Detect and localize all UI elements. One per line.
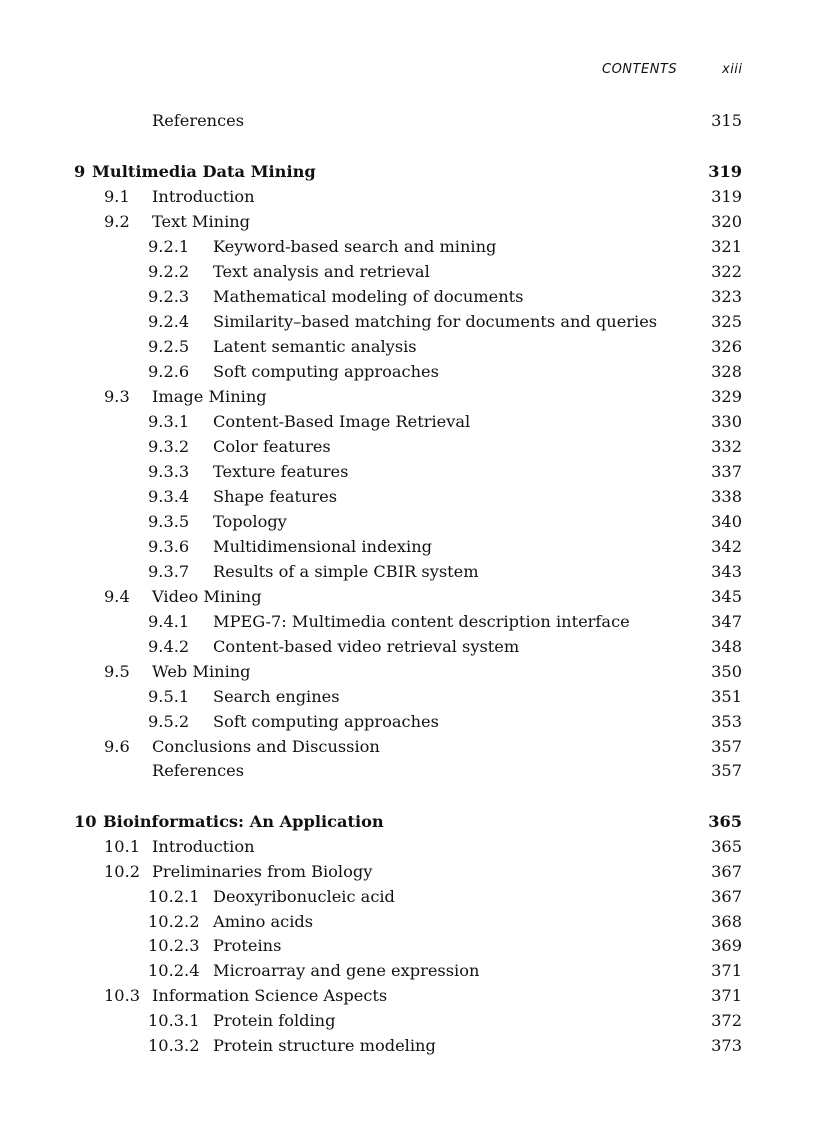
toc-subsection-entry xyxy=(0,361,816,383)
page-number: xiii xyxy=(722,62,743,77)
toc-subsection-entry xyxy=(0,636,816,658)
entry-number: 9.4 xyxy=(104,587,130,606)
entry-number: 9.5 xyxy=(104,662,130,681)
entry-page-number: 368 xyxy=(711,912,742,931)
entry-number: 10.3.2 xyxy=(148,1036,200,1055)
entry-page-number: 357 xyxy=(711,737,742,756)
entry-page-number: 365 xyxy=(711,837,742,856)
toc-section-entry xyxy=(0,836,816,858)
entry-page-number: 330 xyxy=(711,412,742,431)
entry-number: 9.3.6 xyxy=(148,537,190,556)
toc-subsection-entry xyxy=(0,436,816,458)
entry-title: Proteins xyxy=(213,936,282,955)
entry-title: Conclusions and Discussion xyxy=(152,737,380,756)
entry-page-number: 350 xyxy=(711,662,742,681)
entry-title: Multidimensional indexing xyxy=(213,537,433,556)
entry-title: Protein structure modeling xyxy=(213,1036,436,1055)
entry-number: 9.3.2 xyxy=(148,437,190,456)
entry-title: Results of a simple CBIR system xyxy=(213,562,479,581)
entry-page-number: 329 xyxy=(711,387,742,406)
toc-section-entry xyxy=(0,661,816,683)
entry-title: Shape features xyxy=(213,487,338,506)
toc-subsection-entry xyxy=(0,711,816,733)
entry-number: 9.3 xyxy=(104,387,130,406)
toc-section-entry xyxy=(0,386,816,408)
entry-page-number: 319 xyxy=(711,187,742,206)
entry-page-number: 325 xyxy=(711,312,742,331)
toc-section-entry xyxy=(0,586,816,608)
entry-title: Latent semantic analysis xyxy=(213,337,417,356)
entry-page-number: 373 xyxy=(711,1036,742,1055)
toc-subsection-entry xyxy=(0,960,816,982)
entry-number: 10.3 xyxy=(104,986,141,1005)
toc-subsection-entry xyxy=(0,511,816,533)
toc-section-entry xyxy=(0,186,816,208)
entry-title: Multimedia Data Mining xyxy=(92,162,316,181)
entry-title: Mathematical modeling of documents xyxy=(213,287,524,306)
entry-title: Microarray and gene expression xyxy=(213,961,480,980)
entry-title: References xyxy=(152,761,245,780)
entry-title: Content-Based Image Retrieval xyxy=(213,412,471,431)
entry-title: Content-based video retrieval system xyxy=(213,637,520,656)
entry-number: 9.4.2 xyxy=(148,637,190,656)
entry-page-number: 365 xyxy=(708,812,742,831)
toc-section-entry xyxy=(0,985,816,1007)
toc-subsection-entry xyxy=(0,486,816,508)
toc-subsection-entry xyxy=(0,911,816,933)
entry-page-number: 326 xyxy=(711,337,742,356)
entry-number: 9.2.6 xyxy=(148,362,190,381)
entry-title: Introduction xyxy=(152,187,255,206)
entry-page-number: 367 xyxy=(711,862,742,881)
entry-page-number: 338 xyxy=(711,487,742,506)
entry-title: Soft computing approaches xyxy=(213,712,439,731)
entry-page-number: 353 xyxy=(711,712,742,731)
entry-page-number: 321 xyxy=(711,237,742,256)
entry-title: Similarity–based matching for documents and queries xyxy=(213,312,658,331)
entry-number: 10 xyxy=(74,812,97,831)
entry-title: Text analysis and retrieval xyxy=(213,262,430,281)
toc-references-entry xyxy=(0,110,816,132)
entry-page-number: 343 xyxy=(711,562,742,581)
toc-section-entry xyxy=(0,211,816,233)
entry-number: 9.3.3 xyxy=(148,462,190,481)
toc-subsection-entry xyxy=(0,411,816,433)
entry-page-number: 315 xyxy=(711,111,742,130)
entry-number: 9 xyxy=(74,162,86,181)
entry-number: 10.1 xyxy=(104,837,141,856)
entry-title: References xyxy=(152,111,245,130)
toc-section-entry xyxy=(0,736,816,758)
entry-title: Soft computing approaches xyxy=(213,362,439,381)
entry-page-number: 347 xyxy=(711,612,742,631)
entry-number: 9.2.3 xyxy=(148,287,190,306)
entry-page-number: 337 xyxy=(711,462,742,481)
toc-section-entry xyxy=(0,861,816,883)
entry-page-number: 371 xyxy=(711,986,742,1005)
entry-number: 10.2.2 xyxy=(148,912,200,931)
toc-subsection-entry xyxy=(0,461,816,483)
entry-number: 9.2.1 xyxy=(148,237,190,256)
entry-page-number: 340 xyxy=(711,512,742,531)
toc-subsection-entry xyxy=(0,935,816,957)
entry-title: Topology xyxy=(213,512,287,531)
entry-number: 9.4.1 xyxy=(148,612,190,631)
entry-title: Deoxyribonucleic acid xyxy=(213,887,395,906)
entry-page-number: 342 xyxy=(711,537,742,556)
entry-number: 9.3.4 xyxy=(148,487,190,506)
entry-page-number: 351 xyxy=(711,687,742,706)
toc-subsection-entry xyxy=(0,1010,816,1032)
entry-title: MPEG-7: Multimedia content description interface xyxy=(213,612,630,631)
entry-number: 9.6 xyxy=(104,737,130,756)
entry-number: 9.3.5 xyxy=(148,512,190,531)
entry-title: Preliminaries from Biology xyxy=(152,862,373,881)
entry-title: Texture features xyxy=(213,462,349,481)
entry-title: Web Mining xyxy=(152,662,251,681)
entry-number: 9.2 xyxy=(104,212,130,231)
entry-page-number: 332 xyxy=(711,437,742,456)
running-title: CONTENTS xyxy=(602,62,678,77)
toc-subsection-entry xyxy=(0,611,816,633)
toc-subsection-entry xyxy=(0,686,816,708)
toc-chapter-entry xyxy=(0,811,816,833)
entry-page-number: 319 xyxy=(708,162,742,181)
entry-page-number: 328 xyxy=(711,362,742,381)
toc-subsection-entry xyxy=(0,286,816,308)
entry-number: 9.2.4 xyxy=(148,312,190,331)
entry-page-number: 357 xyxy=(711,761,742,780)
entry-title: Keyword-based search and mining xyxy=(213,237,497,256)
toc-references-entry xyxy=(0,760,816,782)
entry-number: 9.1 xyxy=(104,187,130,206)
toc-subsection-entry xyxy=(0,561,816,583)
entry-number: 9.2.2 xyxy=(148,262,190,281)
entry-page-number: 372 xyxy=(711,1011,742,1030)
entry-page-number: 323 xyxy=(711,287,742,306)
entry-number: 9.3.7 xyxy=(148,562,190,581)
entry-title: Amino acids xyxy=(213,912,314,931)
running-header xyxy=(0,62,816,82)
entry-title: Information Science Aspects xyxy=(152,986,388,1005)
entry-number: 10.2 xyxy=(104,862,141,881)
entry-title: Bioinformatics: An Application xyxy=(103,812,384,831)
toc-subsection-entry xyxy=(0,1035,816,1057)
entry-number: 10.2.4 xyxy=(148,961,200,980)
toc-subsection-entry xyxy=(0,536,816,558)
entry-title: Introduction xyxy=(152,837,255,856)
entry-number: 10.2.1 xyxy=(148,887,200,906)
entry-number: 9.5.1 xyxy=(148,687,190,706)
entry-number: 9.3.1 xyxy=(148,412,190,431)
toc-subsection-entry xyxy=(0,886,816,908)
toc-subsection-entry xyxy=(0,311,816,333)
entry-page-number: 371 xyxy=(711,961,742,980)
entry-title: Text Mining xyxy=(152,212,251,231)
entry-page-number: 345 xyxy=(711,587,742,606)
entry-page-number: 348 xyxy=(711,637,742,656)
entry-page-number: 320 xyxy=(711,212,742,231)
toc-subsection-entry xyxy=(0,336,816,358)
entry-page-number: 369 xyxy=(711,936,742,955)
entry-title: Protein folding xyxy=(213,1011,336,1030)
toc-chapter-entry xyxy=(0,161,816,183)
toc-subsection-entry xyxy=(0,236,816,258)
entry-title: Color features xyxy=(213,437,331,456)
entry-number: 9.2.5 xyxy=(148,337,190,356)
entry-number: 9.5.2 xyxy=(148,712,190,731)
entry-title: Video Mining xyxy=(152,587,262,606)
entry-number: 10.3.1 xyxy=(148,1011,200,1030)
entry-title: Image Mining xyxy=(152,387,267,406)
entry-title: Search engines xyxy=(213,687,340,706)
entry-page-number: 367 xyxy=(711,887,742,906)
toc-subsection-entry xyxy=(0,261,816,283)
entry-page-number: 322 xyxy=(711,262,742,281)
entry-number: 10.2.3 xyxy=(148,936,200,955)
